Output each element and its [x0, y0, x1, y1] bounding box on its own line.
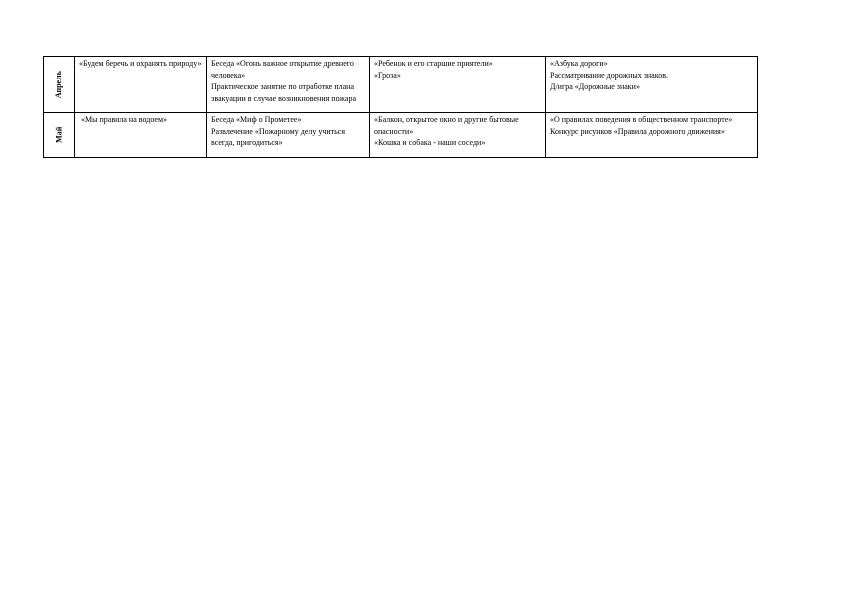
month-cell-may: [44, 113, 75, 158]
topic-cell-fire: [207, 113, 370, 158]
topic-cell-safety: [370, 57, 546, 113]
cell-text: «Азбука дороги»: [550, 59, 608, 68]
topic-cell-fire: [207, 57, 370, 113]
cell-text: Развлечение «Пожарному делу учиться всегда, пригодиться»: [211, 126, 346, 147]
topic-cell-safety: [370, 113, 546, 158]
cell-text: «Кошка и собака - наши соседи»: [374, 138, 486, 147]
cell-text: «Будем беречь и охранять природу»: [79, 59, 202, 68]
month-label-may: Май: [54, 126, 64, 144]
topic-cell-road: [546, 57, 758, 113]
cell-text: Практическое занятие по отработке плана эвакуации в случае возникновения пожара: [211, 82, 357, 103]
month-cell-april: [44, 57, 75, 113]
table-row-may: [44, 113, 758, 158]
topic-cell-road: [546, 113, 758, 158]
cell-text: «О правилах поведения в общественном транспорте»: [550, 115, 733, 124]
cell-text: Рассматривание дорожных знаков.: [550, 70, 668, 80]
cell-text: Беседа «Миф о Прометее»: [211, 115, 302, 124]
cell-text: «Ребенок и его старшие приятели»: [374, 59, 493, 68]
cell-text: «Балкон, открытое окно и другие бытовые опасности»: [374, 115, 519, 136]
topic-cell-nature: [75, 57, 207, 113]
cell-text: Беседа «Огонь важное открытие древнего человека»: [211, 59, 354, 80]
month-label-april: Апрель: [54, 70, 64, 99]
cell-text: Конкурс рисунков «Правила дорожного движения»: [550, 126, 725, 136]
table-row-april: [44, 57, 758, 113]
topic-cell-nature: [75, 113, 207, 158]
cell-text: «Гроза»: [374, 70, 401, 80]
cell-text: «Мы правила на водоем»: [79, 115, 168, 124]
cell-text: Д/игра «Дорожные знаки»: [550, 82, 640, 91]
activity-plan-table: [43, 56, 758, 158]
